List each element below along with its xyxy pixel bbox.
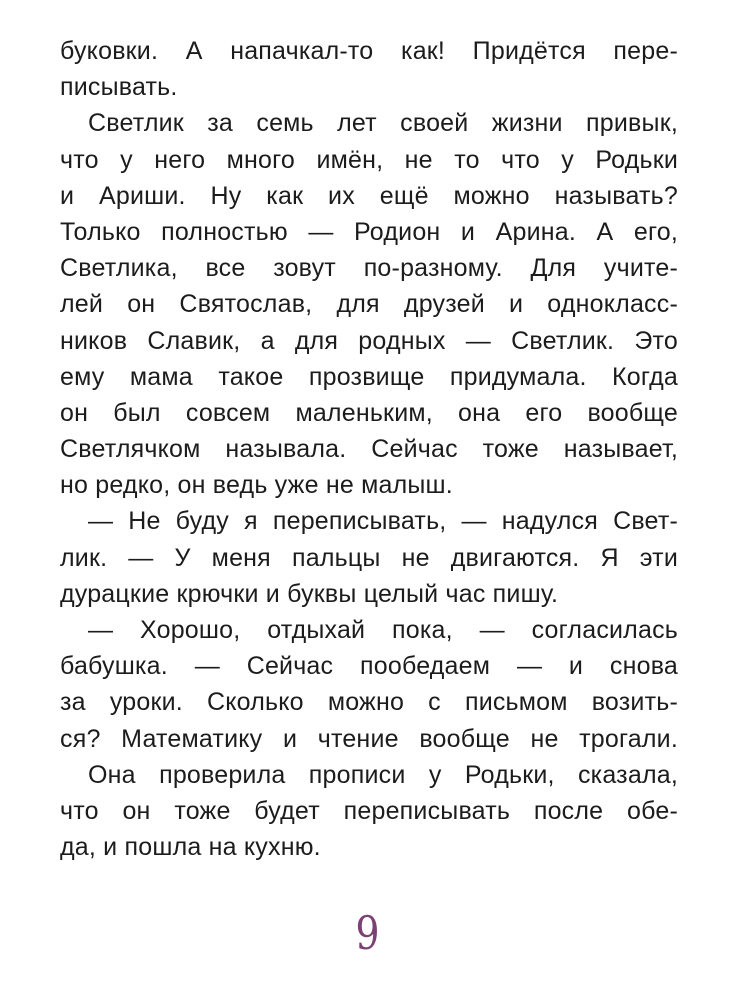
text-line: бабушка. — Сейчас пообедаем — и снова <box>60 652 678 681</box>
text-line: но редко, он ведь уже не малыш. <box>60 471 453 500</box>
text-line: ников Славик, а для родных — Светлик. Это <box>60 326 678 355</box>
text-line: за уроки. Сколько можно с письмом возить- <box>60 688 678 717</box>
text-line: он был совсем маленьким, она его вообще <box>60 398 678 427</box>
text-line: Она проверила прописи у Родьки, сказала, <box>88 760 678 789</box>
text-line: ся? Математику и чтение вообще не трогали. <box>60 724 678 753</box>
text-line: Светлик за семь лет своей жизни привык, <box>88 109 678 138</box>
text-line: да, и пошла на кухню. <box>60 833 321 862</box>
text-line: Только полностью — Родион и Арина. А его, <box>60 217 678 246</box>
text-line: что у него много имён, не то что у Родьки <box>60 145 678 174</box>
text-line: — Хорошо, отдыхай пока, — согласилась <box>88 616 678 644</box>
text-line: Светлячком называла. Сейчас тоже называет, <box>60 435 678 464</box>
text-line: лей он Святослав, для друзей и однокласс- <box>60 290 678 319</box>
page-text <box>60 33 678 865</box>
text-line: дурацкие крючки и буквы целый час пишу. <box>60 579 559 608</box>
text-line: — Не буду я переписывать, — надулся Свет- <box>88 507 678 536</box>
page-number: 9 <box>355 906 380 960</box>
text-line: ему мама такое прозвище придумала. Когда <box>60 362 678 391</box>
text-line: буковки. А напачкал-то как! Придётся пере- <box>60 37 678 65</box>
text-line: лик. — У меня пальцы не двигаются. Я эти <box>60 543 678 572</box>
text-line: Светлика, все зовут по-разному. Для учите- <box>60 254 678 283</box>
text-line: и Ариши. Ну как их ещё можно называть? <box>60 181 678 210</box>
text-line: что он тоже будет переписывать после обе- <box>60 796 678 825</box>
text-line: писывать. <box>60 73 178 102</box>
